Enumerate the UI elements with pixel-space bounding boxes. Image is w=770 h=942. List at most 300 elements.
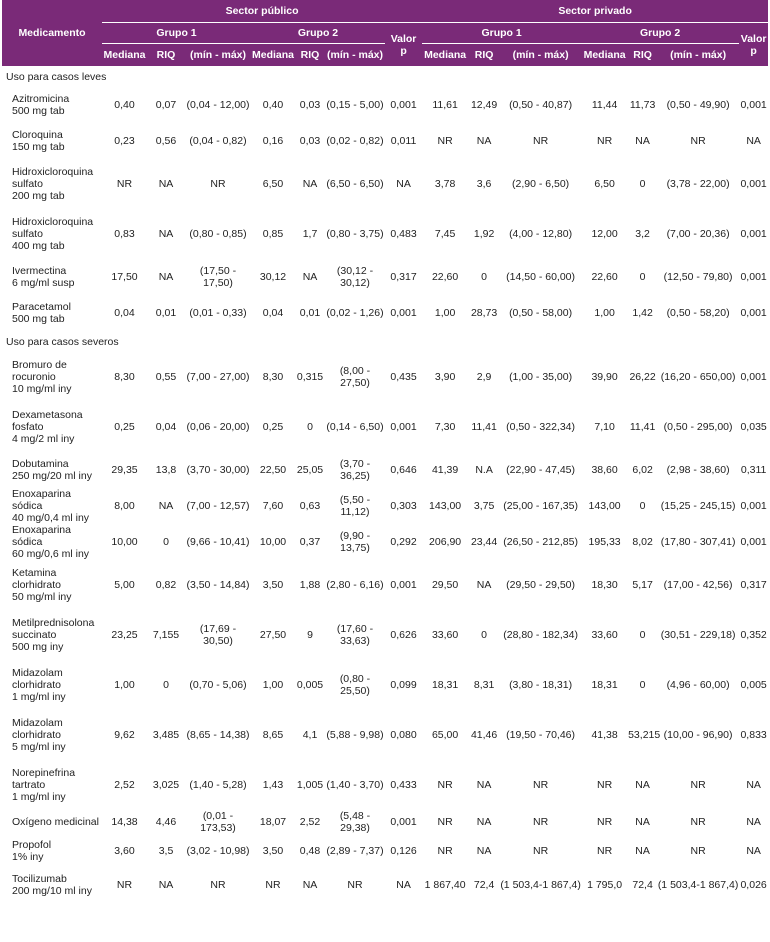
table-cell: 0,352 (740, 629, 767, 641)
table-cell: 0,001 (740, 271, 767, 283)
medicine-name (2, 259, 102, 295)
table-cell: 0,292 (390, 536, 417, 548)
table-cell: (17,80 - 307,41) (660, 536, 736, 548)
table-cell: 0,626 (390, 629, 417, 641)
table-cell: (0,15 - 5,00) (326, 99, 384, 111)
table-cell: 0,026 (740, 879, 767, 891)
table-cell: (0,70 - 5,06) (189, 679, 247, 691)
medicine-name-line: Midazolam (12, 717, 63, 729)
col-mediana: Mediana (102, 44, 147, 67)
table-cell: 0,01 (155, 307, 177, 319)
table-cell: 0 (163, 679, 169, 691)
table-cell: 0 (639, 500, 646, 512)
table-cell: 38,60 (591, 464, 618, 476)
section-title: Uso para casos severos (6, 335, 119, 348)
medicine-name (2, 560, 102, 610)
table-cell: (30,51 - 229,18) (660, 629, 736, 641)
table-cell: 0,303 (390, 500, 417, 512)
table-row (2, 87, 768, 123)
table-row (2, 352, 768, 402)
table-cell: 0,25 (114, 421, 135, 433)
medicine-name-line: Oxígeno medicinal (12, 816, 99, 828)
table-cell: 18,31 (431, 679, 459, 691)
table-cell: 2,9 (476, 371, 492, 383)
table-cell: (0,04 - 0,82) (189, 135, 247, 147)
medicine-name (2, 710, 102, 760)
col-sector-publico: Sector público (102, 0, 422, 23)
table-cell: 7,30 (434, 421, 456, 433)
table-cell: 3,90 (434, 371, 456, 383)
table-cell: 0,25 (262, 421, 284, 433)
table-cell: 0,55 (155, 371, 177, 383)
table-cell: 0 (481, 629, 488, 641)
table-cell: NR (533, 135, 549, 147)
table-cell: (1 503,4-1 867,4) (500, 879, 581, 891)
table-cell: NR (597, 135, 613, 147)
table-cell: (7,00 - 27,00) (186, 371, 250, 383)
table-cell: (0,80 - 0,85) (189, 228, 247, 240)
table-cell: NR (533, 816, 549, 828)
table-row (2, 810, 768, 834)
medicine-name-line: 60 mg/0,6 ml iny (12, 548, 90, 560)
table-cell: NA (158, 178, 174, 190)
table-cell: 0,001 (390, 816, 417, 828)
table-cell: 3,025 (152, 779, 180, 791)
table-cell: NA (635, 816, 650, 828)
medicine-name-line: sulfato (12, 228, 43, 240)
medicine-name-line: Hidroxicloroquina (12, 216, 94, 228)
table-cell: 8,30 (114, 371, 135, 383)
table-cell: 3,2 (635, 228, 650, 240)
table-cell: (29,50 - 29,50) (506, 579, 576, 591)
table-cell: (19,50 - 70,46) (506, 729, 576, 741)
table-cell: (1,00 - 35,00) (509, 371, 573, 383)
table-cell: 0,311 (740, 464, 767, 476)
table-cell: NA (746, 779, 761, 791)
table-cell: 18,07 (259, 816, 287, 828)
table-cell: 7,45 (434, 228, 456, 240)
table-row (2, 710, 768, 760)
medicine-name-line: tartrato (12, 779, 46, 791)
col-sector-privado: Sector privado (422, 0, 768, 23)
table-cell: 0,01 (299, 307, 321, 319)
col-range: (mín - máx) (185, 44, 251, 67)
table-cell: 23,25 (111, 629, 138, 641)
table-cell: 0,317 (390, 271, 417, 283)
table-cell: NR (116, 879, 133, 891)
table-cell: NR (690, 135, 706, 147)
table-cell: 0,23 (114, 135, 135, 147)
table-cell: 39,90 (591, 371, 618, 383)
table-cell: 0,035 (740, 421, 767, 433)
table-cell: 0 (163, 536, 169, 548)
table-cell: 6,50 (262, 178, 284, 190)
table-cell: (5,88 - 9,98) (326, 729, 384, 741)
table-cell: 0 (639, 629, 646, 641)
table-cell: (0,50 - 49,90) (666, 99, 730, 111)
table-cell: 29,35 (111, 464, 138, 476)
table-cell: 0,04 (155, 421, 177, 433)
col-range: (mín - máx) (325, 44, 385, 67)
table-cell: NA (635, 135, 650, 147)
medicine-name-line: 1% iny (12, 851, 44, 863)
table-cell: (3,70 - 30,00) (186, 464, 250, 476)
table-cell: 22,50 (259, 464, 287, 476)
col-riq: RIQ (468, 44, 500, 67)
table-cell: (0,50 - 58,20) (666, 307, 730, 319)
table-row (2, 259, 768, 295)
medicine-name-line: Enoxaparina sódica (12, 524, 71, 548)
table-cell: (3,70 - 36,25) (339, 458, 371, 482)
table-cell: 0 (307, 421, 313, 433)
table-cell: NA (476, 845, 492, 857)
table-cell: NR (210, 879, 226, 891)
table-cell: 0 (639, 271, 646, 283)
table-cell: 0,080 (390, 729, 417, 741)
table-cell: 0,37 (299, 536, 321, 548)
table-row (2, 452, 768, 488)
table-body (2, 66, 768, 902)
table-row (2, 123, 768, 159)
col-pub-grupo1: Grupo 1 (102, 23, 251, 44)
table-cell: 7,60 (262, 500, 284, 512)
medicine-name-line: fosfato (12, 421, 44, 433)
table-cell: 6,50 (594, 178, 615, 190)
table-cell: 0,07 (155, 99, 177, 111)
table-cell: 1,00 (434, 307, 456, 319)
table-cell: (0,80 - 3,75) (326, 228, 384, 240)
table-cell: (17,00 - 42,56) (663, 579, 733, 591)
table-cell: 4,1 (302, 729, 318, 741)
table-cell: 8,00 (114, 500, 135, 512)
table-cell: 41,39 (431, 464, 459, 476)
table-cell: 0,001 (390, 99, 417, 111)
table-cell: NA (476, 816, 492, 828)
medicine-name (2, 610, 102, 660)
medicine-name-line: 400 mg tab (12, 240, 65, 252)
medicine-name (2, 660, 102, 710)
table-cell: NR (533, 779, 549, 791)
table-cell: 53,215 (628, 729, 661, 741)
medicine-name-line: 500 mg tab (12, 313, 65, 325)
table-cell: NA (746, 135, 761, 147)
table-cell: NR (116, 178, 133, 190)
medicine-name-line: Paracetamol (12, 301, 71, 313)
table-cell: 0,126 (390, 845, 417, 857)
medicine-name-line: 40 mg/0,4 ml iny (12, 512, 90, 524)
table-cell: (4,00 - 12,80) (509, 228, 573, 240)
table-cell: 18,31 (591, 679, 618, 691)
table-cell: (0,04 - 12,00) (186, 99, 250, 111)
table-cell: 1,7 (302, 228, 318, 240)
table-cell: 3,60 (114, 845, 135, 857)
medicine-name (2, 159, 102, 209)
table-cell: NA (158, 500, 174, 512)
medicine-name (2, 834, 102, 868)
table-cell: (0,01 - 173,53) (200, 810, 236, 834)
medicine-name-line: 1 mg/ml iny (12, 791, 66, 803)
table-row (2, 760, 768, 810)
medicine-name (2, 402, 102, 452)
table-cell: 0,001 (740, 371, 767, 383)
table-cell: 65,00 (431, 729, 459, 741)
col-mediana: Mediana (422, 44, 468, 67)
table-cell: (2,98 - 38,60) (666, 464, 730, 476)
medicine-name-line: 200 mg/10 ml iny (12, 885, 92, 897)
table-cell: 33,60 (431, 629, 459, 641)
medicine-name (2, 352, 102, 402)
table-cell: NR (533, 845, 549, 857)
table-cell: (12,50 - 79,80) (663, 271, 733, 283)
table-cell: 0 (639, 178, 646, 190)
table-cell: 0,001 (740, 178, 767, 190)
medicine-name-line: Propofol (12, 839, 52, 851)
table-cell: NA (476, 579, 492, 591)
medicine-name-line: Ketamina (12, 567, 57, 579)
table-cell: 1 867,40 (424, 879, 466, 891)
table-row (2, 610, 768, 660)
table-cell: 0,83 (114, 228, 135, 240)
table-row (2, 402, 768, 452)
table-cell: (5,48 - 29,38) (339, 810, 371, 834)
table-cell: 0,005 (296, 679, 324, 691)
table-cell: (3,80 - 18,31) (509, 679, 573, 691)
col-priv-valor-p: Valor p (739, 23, 768, 67)
table-cell: 13,8 (155, 464, 177, 476)
medicine-name-line: Dobutamina (12, 458, 69, 470)
table-cell: 206,90 (429, 536, 462, 548)
medicine-name-line: 150 mg tab (12, 141, 65, 153)
table-cell: 14,38 (111, 816, 138, 828)
table-cell: (0,80 - 25,50) (339, 673, 371, 697)
price-table (2, 0, 768, 902)
table-cell: (0,06 - 20,00) (186, 421, 250, 433)
table-cell: 0,04 (114, 307, 135, 319)
table-cell: 0,03 (299, 99, 321, 111)
table-cell: 3,50 (262, 845, 284, 857)
table-cell: 28,73 (470, 307, 498, 319)
table-cell: 8,02 (632, 536, 653, 548)
table-cell: (1,40 - 5,28) (189, 779, 247, 791)
section-header-row (2, 66, 768, 87)
table-cell: 11,44 (591, 99, 618, 111)
table-cell: 0,315 (296, 371, 324, 383)
table-cell: 3,6 (476, 178, 492, 190)
table-cell: 0,16 (262, 135, 284, 147)
col-riq: RIQ (628, 44, 657, 67)
table-cell: 25,05 (296, 464, 324, 476)
table-cell: 0,833 (740, 729, 767, 741)
table-cell: 8,31 (473, 679, 495, 691)
table-cell: (28,80 - 182,34) (503, 629, 578, 641)
table-row (2, 560, 768, 610)
table-cell: NR (597, 779, 613, 791)
table-cell: (0,50 - 58,00) (509, 307, 573, 319)
medicine-name-line: 500 mg iny (12, 641, 64, 653)
table-cell: (8,00 - 27,50) (339, 365, 371, 389)
table-cell: 27,50 (259, 629, 287, 641)
table-cell: NR (690, 816, 706, 828)
table-cell: (30,12 - 30,12) (336, 265, 374, 289)
table-cell: 1,88 (299, 579, 321, 591)
table-cell: 0,40 (262, 99, 284, 111)
medicine-name-line: Enoxaparina sódica (12, 488, 71, 512)
col-priv-grupo2: Grupo 2 (581, 23, 739, 44)
table-cell: NA (396, 178, 411, 190)
medicine-name (2, 868, 102, 902)
table-cell: 0,48 (299, 845, 321, 857)
table-cell: 0,099 (390, 679, 417, 691)
col-pub-grupo2: Grupo 2 (251, 23, 385, 44)
table-cell: 0,433 (390, 779, 417, 791)
medicine-name-line: rocuronio (12, 371, 56, 383)
medicine-name-line: 10 mg/ml iny (12, 383, 72, 395)
col-range: (mín - máx) (500, 44, 581, 67)
medicine-name-line: sulfato (12, 178, 43, 190)
table-cell: 72,4 (632, 879, 653, 891)
table-cell: 3,50 (262, 579, 284, 591)
table-cell: 0,435 (390, 371, 417, 383)
table-cell: NA (302, 178, 318, 190)
medicine-name-line: 1 mg/ml iny (12, 691, 66, 703)
table-cell: 22,60 (431, 271, 459, 283)
table-cell: 2,52 (114, 779, 135, 791)
table-cell: 0,001 (390, 579, 417, 591)
table-cell: 3,78 (434, 178, 456, 190)
medicine-name (2, 209, 102, 259)
medicine-name (2, 488, 102, 524)
table-cell: 0 (481, 271, 488, 283)
table-cell: (7,00 - 20,36) (666, 228, 730, 240)
table-row (2, 868, 768, 902)
table-cell: 0,005 (740, 679, 767, 691)
table-cell: 0,04 (262, 307, 284, 319)
table-cell: NA (158, 228, 174, 240)
table-cell: 11,73 (629, 99, 656, 111)
medicine-name-line: 4 mg/2 ml iny (12, 433, 75, 445)
table-row (2, 209, 768, 259)
section-title: Uso para casos leves (6, 70, 107, 83)
table-cell: NR (437, 816, 453, 828)
table-cell: (3,78 - 22,00) (666, 178, 730, 190)
table-cell: 22,60 (591, 271, 618, 283)
table-cell: 0,001 (390, 421, 417, 433)
table-cell: 41,38 (591, 729, 618, 741)
table-cell: 12,00 (591, 228, 618, 240)
table-cell: 0,011 (390, 135, 417, 147)
col-priv-grupo1: Grupo 1 (422, 23, 581, 44)
table-row (2, 295, 768, 331)
table-cell: (15,25 - 245,15) (660, 500, 736, 512)
table-cell: 0,63 (299, 500, 321, 512)
table-cell: (1,40 - 3,70) (326, 779, 384, 791)
table-cell: (25,00 - 167,35) (503, 500, 578, 512)
table-cell: 6,02 (632, 464, 653, 476)
table-cell: NR (437, 845, 453, 857)
table-cell: (9,66 - 10,41) (186, 536, 250, 548)
table-cell: NR (210, 178, 226, 190)
table-cell: NR (597, 816, 613, 828)
table-cell: 3,485 (152, 729, 180, 741)
col-riq: RIQ (295, 44, 325, 67)
table-cell: NR (437, 135, 453, 147)
table-cell: (2,90 - 6,50) (511, 178, 570, 190)
medicine-name (2, 295, 102, 331)
table-cell: NA (396, 879, 411, 891)
table-cell: 1,005 (296, 779, 324, 791)
table-cell: 143,00 (429, 500, 462, 512)
table-cell: 0,03 (299, 135, 321, 147)
table-cell: 12,49 (470, 99, 498, 111)
medicine-name (2, 810, 102, 834)
table-cell: NA (635, 779, 650, 791)
medicine-name (2, 452, 102, 488)
medicine-name-line: clorhidrato (12, 729, 62, 741)
table-cell: (6,50 - 6,50) (326, 178, 384, 190)
table-cell: (0,50 - 40,87) (509, 99, 573, 111)
table-cell: 29,50 (431, 579, 459, 591)
table-row (2, 834, 768, 868)
table-cell: 0,317 (740, 579, 767, 591)
table-cell: 1,42 (632, 307, 653, 319)
table-row (2, 660, 768, 710)
table-cell: NR (597, 845, 613, 857)
medicine-name-line: Tocilizumab (12, 873, 67, 885)
table-cell: 143,00 (588, 500, 621, 512)
table-cell: NA (635, 845, 650, 857)
medicine-name-line: 50 mg/ml iny (12, 591, 72, 603)
medicine-name (2, 87, 102, 123)
table-cell: 10,00 (111, 536, 138, 548)
table-cell: 5,17 (632, 579, 653, 591)
table-cell: NA (158, 879, 174, 891)
table-cell: NA (302, 271, 318, 283)
table-cell: (3,50 - 14,84) (186, 579, 250, 591)
table-cell: (2,89 - 7,37) (326, 845, 384, 857)
table-cell: NA (746, 816, 761, 828)
medicine-name-line: Metilprednisolona (12, 617, 95, 629)
medicine-name-line: 250 mg/20 ml iny (12, 470, 92, 482)
table-cell: 1,00 (262, 679, 284, 691)
table-cell: NA (476, 779, 492, 791)
medicine-name-line: 200 mg tab (12, 190, 65, 202)
table-cell: 0,001 (740, 99, 767, 111)
medicine-name-line: clorhidrato (12, 679, 62, 691)
table-cell: (8,65 - 14,38) (186, 729, 250, 741)
table-cell: NA (476, 135, 492, 147)
table-cell: 33,60 (591, 629, 618, 641)
table-cell: 18,30 (591, 579, 618, 591)
table-cell: 7,155 (152, 629, 180, 641)
medicine-name-line: Bromuro de (12, 359, 67, 371)
table-cell: 0,001 (740, 500, 767, 512)
table-cell: 0,82 (155, 579, 177, 591)
table-cell: (17,60 - 33,63) (336, 623, 374, 647)
table-cell: 9,62 (114, 729, 135, 741)
table-cell: (10,00 - 96,90) (663, 729, 733, 741)
table-cell: 11,41 (471, 421, 497, 433)
table-cell: 0,001 (740, 307, 767, 319)
table-cell: 1,43 (262, 779, 284, 791)
table-cell: 0,85 (262, 228, 284, 240)
table-row (2, 159, 768, 209)
table-cell: (0,50 - 295,00) (663, 421, 733, 433)
table-cell: (22,90 - 47,45) (506, 464, 576, 476)
table-cell: (17,50 - 17,50) (199, 265, 237, 289)
col-mediana: Mediana (581, 44, 628, 67)
table-cell: 9 (307, 629, 313, 641)
table-cell: (5,50 - 11,12) (339, 494, 371, 518)
